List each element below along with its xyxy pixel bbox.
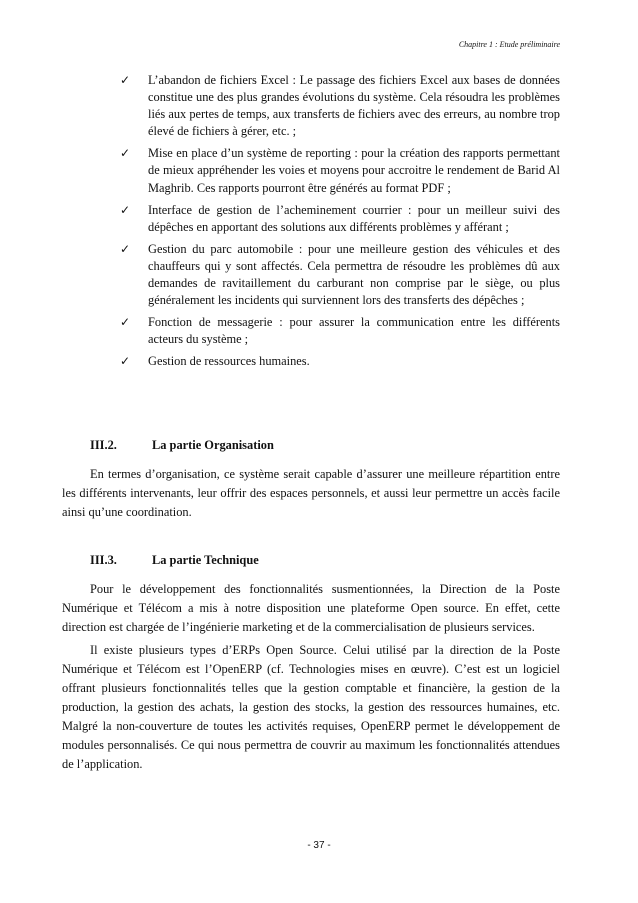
checkmark-icon: ✓ — [120, 354, 131, 369]
checkmark-icon: ✓ — [120, 315, 131, 330]
list-item-text: Gestion de ressources humaines. — [148, 354, 310, 369]
list-item-text: Gestion du parc automobile : pour une meilleure gestion des véhicules et des chauffeurs qui y sont affectés. Cela permettra de résoudre les problèmes dû aux demandes de ravitaillement du carburant non comprise par le siège, ou plus généralement les incidents qui surviennent lors des transferts des dépêches ; — [148, 241, 560, 308]
checkmark-icon: ✓ — [120, 146, 131, 161]
paragraph-technique-1: Pour le développement des fonctionnalités susmentionnées, la Direction de la Poste Numérique et Télécom a mis à notre disposition une plateforme Open source. En effet, cette direction est chargée de l’ingénierie marketing et de la commercialisation de plusieurs services. — [62, 582, 560, 634]
section-title: La partie Technique — [152, 553, 259, 567]
list-item — [120, 353, 560, 370]
section-heading-technique — [90, 553, 259, 568]
section-number: III.3. — [90, 553, 117, 567]
paragraph-technique-2: Il existe plusieurs types d’ERPs Open Source. Celui utilisé par la direction de la Poste Numérique et Télécom est l’OpenERP (cf. Technologies mises en œuvre). C’est est un logiciel offrant plusieurs fonctionnalités telles que la gestion comptable et financière, la gestion de la production, la gestion des achats, la gestion des stocks, la gestion des ressources humaines, etc. Malgré la non-couverture de toutes les activités requises, OpenERP permet le développement de modules personnalisés. Ce qui nous permettra de couvrir au maximum les fonctionnalités attendues de l’application. — [62, 643, 560, 771]
checkmark-icon: ✓ — [120, 202, 131, 217]
list-item-text: Fonction de messagerie : pour assurer la communication entre les différents acteurs du système ; — [148, 315, 560, 347]
checkmark-icon: ✓ — [120, 73, 131, 87]
list-item-text: Mise en place d’un système de reporting : pour la création des rapports permettant de mieux appréhender les voies et moyens pour accroitre le rendement de Barid Al Maghrib. Ces rapports pourront être générés au format PDF ; — [148, 146, 560, 195]
list-item-text: Interface de gestion de l’acheminement courrier : pour un meilleur suivi des dépêches en apportant des solutions aux différents problèmes y afférant ; — [148, 202, 560, 234]
paragraph-organisation: En termes d’organisation, ce système serait capable d’assurer une meilleure répartition entre les différents intervenants, leur offrir des espaces personnels, et aussi leur permettre un accès facile ainsi qu’une coordination. — [62, 467, 560, 519]
list-item-text: L’abandon de fichiers Excel : Le passage des fichiers Excel aux bases de données constitue une des plus grandes évolutions du système. Cela résoudra les problèmes liés aux pertes de temps, aux transferts de fichiers avec des erreurs, au nombre trop élevé de fichiers à gérer, etc. ; — [148, 73, 560, 139]
list-item — [120, 314, 560, 348]
list-item — [120, 145, 560, 196]
checkmark-icon: ✓ — [120, 241, 131, 256]
section-number: III.2. — [90, 438, 117, 452]
section-heading-organisation — [90, 438, 274, 453]
list-item — [120, 241, 560, 309]
list-item — [120, 202, 560, 236]
section-title: La partie Organisation — [152, 438, 274, 452]
list-item — [120, 72, 560, 140]
page-number: - 37 - — [307, 840, 331, 851]
checklist — [120, 72, 560, 376]
running-header: Chapitre 1 : Etude préliminaire — [458, 40, 560, 49]
